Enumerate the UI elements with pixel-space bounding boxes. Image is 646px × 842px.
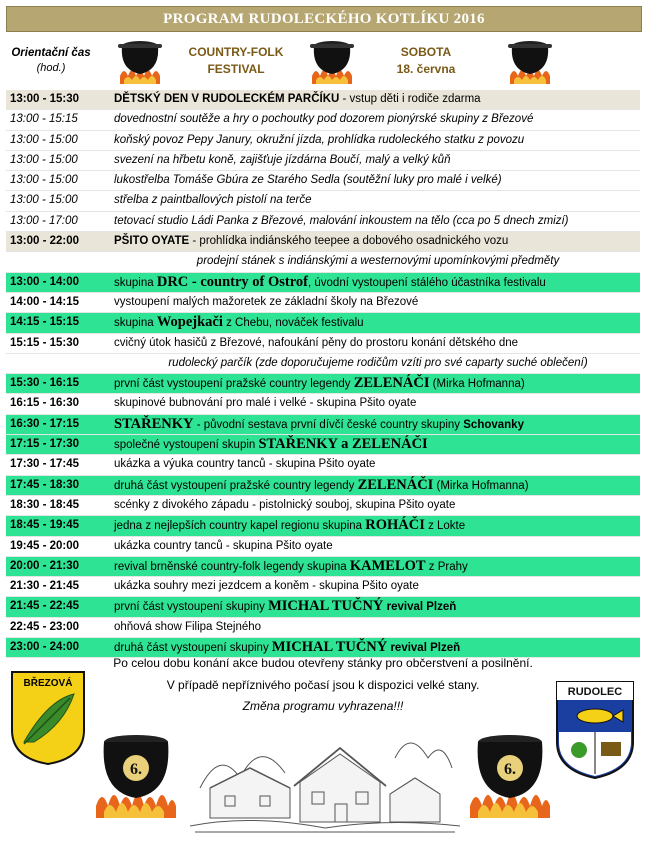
- time-unit: (hod.): [36, 62, 66, 74]
- festival-label: [176, 44, 296, 78]
- row-description: [114, 476, 638, 496]
- row-text-part: - původní sestava první dívčí české country skupiny: [193, 418, 464, 431]
- row-text-part: společné vystoupení skupin: [114, 439, 259, 452]
- program-row: [6, 354, 640, 374]
- row-description: [114, 212, 638, 231]
- program-row: [6, 415, 640, 435]
- kettle-icon: [92, 728, 180, 820]
- row-text-part: skupinové bubnování pro malé i velké - skupina Pšito oyate: [114, 397, 417, 410]
- program-row: [6, 110, 640, 130]
- row-time: 17:30 - 17:45: [10, 458, 80, 471]
- row-time: 16:30 - 17:15: [10, 417, 80, 430]
- row-time: 13:00 - 22:00: [10, 235, 80, 248]
- row-description: [114, 131, 638, 150]
- kettle-icon: [114, 36, 166, 86]
- brezova-logo-text: BŘEZOVÁ: [23, 678, 73, 689]
- row-time: 14:15 - 15:15: [10, 316, 80, 329]
- row-time: 18:45 - 19:45: [10, 519, 80, 532]
- row-description: [126, 354, 630, 373]
- row-description: [114, 455, 638, 474]
- row-text-part: STAŘENKY a ZELENÁČI: [258, 436, 428, 453]
- rudolec-logo-text: RUDOLEC: [567, 686, 623, 698]
- row-time: 13:00 - 14:00: [10, 275, 80, 288]
- brezova-coat-of-arms: [10, 670, 86, 766]
- pot-number: 6.: [130, 761, 142, 778]
- row-text-part: ukázka souhry mezi jezdcem a koněm - skupina Pšito oyate: [114, 580, 419, 593]
- row-text-part: skupina: [114, 276, 157, 289]
- row-text-part: scénky z divokého západu - pistolnický souboj, skupina Pšito oyate: [114, 498, 456, 511]
- row-description: [114, 435, 638, 455]
- program-row: [6, 537, 640, 557]
- program-row: [6, 374, 640, 394]
- row-time: 22:45 - 23:00: [10, 620, 80, 633]
- row-description: [114, 232, 638, 251]
- header: [6, 34, 640, 88]
- row-time: 15:30 - 16:15: [10, 377, 80, 390]
- row-text-part: svezení na hřbetu koně, zajišťuje jízdárna Boučí, malý a velký kůň: [114, 153, 451, 166]
- kettle-icon: [504, 36, 556, 86]
- row-text-part: koňský povoz Pepy Janury, okružní jízda, prohlídka rudoleckého statku z povozu: [114, 133, 525, 146]
- row-text-part: KAMELOT: [349, 557, 426, 574]
- row-text-part: revival brněnské country-folk legendy skupina: [114, 560, 350, 573]
- program-row: [6, 212, 640, 232]
- row-time: 15:15 - 15:30: [10, 336, 80, 349]
- row-text-part: revival Plzeň: [386, 601, 457, 614]
- row-text-part: PŠITO OYATE: [114, 235, 190, 248]
- row-time: 13:00 - 17:00: [10, 214, 78, 227]
- row-time: 13:00 - 15:00: [10, 133, 78, 146]
- festival-line1: COUNTRY-FOLK: [188, 45, 284, 59]
- row-time: 13:00 - 15:00: [10, 194, 78, 207]
- row-time: 17:15 - 17:30: [10, 438, 80, 451]
- row-description: [114, 516, 638, 536]
- row-text-part: rudolecký parčík (zde doporučujeme rodičům vzíti pro své caparty suché oblečení): [168, 356, 588, 369]
- row-text-part: ZELENÁČI: [357, 476, 434, 493]
- row-text-part: z Prahy: [425, 560, 468, 573]
- program-row: [6, 455, 640, 475]
- row-description: [114, 374, 638, 394]
- time-column-label: [8, 46, 94, 76]
- row-time: 13:00 - 15:30: [10, 93, 80, 105]
- row-description: [114, 273, 638, 293]
- row-description: [114, 557, 638, 577]
- footer-note-3: Změna programu vyhrazena!!!: [242, 699, 404, 713]
- program-row: [6, 90, 640, 110]
- row-text-part: druhá část vystoupení skupiny: [114, 642, 272, 655]
- pot-number: 6.: [504, 761, 516, 778]
- row-text-part: MICHAL TUČNÝ: [268, 598, 384, 615]
- date-value: 18. června: [396, 62, 456, 76]
- row-text-part: dovednostní soutěže a hry o pochoutky pod dozorem pionýrské skupiny z Březové: [114, 113, 534, 126]
- date-label: [381, 44, 471, 78]
- row-text-part: z Lokte: [424, 520, 466, 533]
- row-text-part: MICHAL TUČNÝ: [271, 639, 388, 656]
- row-time: 21:30 - 21:45: [10, 580, 80, 593]
- program-row: [6, 252, 640, 272]
- row-description: [114, 334, 638, 353]
- row-text-part: DRC - country of Ostrof: [156, 273, 308, 290]
- row-description: [114, 496, 638, 515]
- row-description: [114, 394, 638, 413]
- row-description: [114, 577, 638, 596]
- program-row: [6, 597, 640, 617]
- program-row: [6, 273, 640, 293]
- row-description: [114, 90, 638, 109]
- row-text-part: ukázka a výuka country tanců - skupina Pšito oyate: [114, 458, 376, 471]
- row-description: [114, 151, 638, 170]
- footer-note-1: Po celou dobu konání akce budou otevřeny stánky pro občerstvení a posilnění.: [113, 656, 533, 670]
- program-row: [6, 313, 640, 333]
- program-row: [6, 151, 640, 171]
- row-text-part: (Mirka Hofmanna): [429, 378, 525, 391]
- row-text-part: revival Plzeň: [390, 642, 461, 655]
- row-time: 20:00 - 21:30: [10, 559, 80, 572]
- row-time: 13:00 - 15:00: [10, 174, 78, 187]
- row-text-part: STAŘENKY: [114, 415, 194, 432]
- row-text-part: jedna z nejlepších country kapel regionu skupina: [114, 520, 366, 533]
- program-row: [6, 476, 640, 496]
- footer-note-2: V případě nepříznivého počasí jsou k dispozici velké stany.: [166, 678, 480, 692]
- row-text-part: (Mirka Hofmanna): [433, 479, 529, 492]
- program-row: [6, 293, 640, 313]
- program-row: [6, 232, 640, 252]
- row-text-part: první část vystoupení skupiny: [114, 601, 269, 614]
- row-description: [114, 415, 638, 435]
- row-description: [114, 191, 638, 210]
- program-row: [6, 516, 640, 536]
- time-label: Orientační čas: [11, 47, 91, 59]
- row-description: [114, 171, 638, 190]
- program-table: [6, 90, 640, 658]
- program-row: [6, 618, 640, 638]
- program-row: [6, 191, 640, 211]
- program-row: [6, 131, 640, 151]
- row-time: 17:45 - 18:30: [10, 478, 80, 491]
- rudolec-coat-of-arms: [555, 680, 635, 780]
- kettle-icon: [306, 36, 358, 86]
- program-row: [6, 496, 640, 516]
- row-description: [114, 110, 638, 129]
- row-text-part: - vstup děti i rodiče zdarma: [339, 93, 481, 105]
- row-time: 14:00 - 14:15: [10, 295, 80, 308]
- row-time: 16:15 - 16:30: [10, 397, 80, 410]
- row-text-part: tetovací studio Ládi Panka z Březové, malování inkoustem na tělo (cca po 5 dnech zmizí): [114, 214, 569, 227]
- row-text-part: ROHÁČI: [365, 517, 425, 534]
- festival-line2: FESTIVAL: [207, 62, 265, 76]
- row-text-part: ZELENÁČI: [353, 375, 430, 392]
- row-time: 19:45 - 20:00: [10, 539, 80, 552]
- village-sketch-illustration: [190, 718, 460, 836]
- row-text-part: lukostřelba Tomáše Gbúra ze Starého Sedla (soutěžní luky pro malé i velké): [114, 174, 502, 187]
- row-text-part: střelba z paintballových pistolí na terče: [114, 194, 312, 207]
- row-time: 21:45 - 22:45: [10, 600, 80, 613]
- row-text-part: cvičný útok hasičů z Březové, nafoukání pěny do prostoru konání dětského dne: [114, 336, 519, 349]
- program-row: [6, 577, 640, 597]
- row-text-part: - prohlídka indiánského teepee a dobového osadnického vozu: [189, 235, 509, 248]
- day-label: SOBOTA: [400, 45, 452, 59]
- row-time: 18:30 - 18:45: [10, 498, 80, 511]
- page-title: PROGRAM RUDOLECKÉHO KOTLÍKU 2016: [6, 6, 642, 32]
- program-row: [6, 394, 640, 414]
- row-text-part: druhá část vystoupení pražské country legendy: [114, 479, 358, 492]
- row-text-part: Wopejkači: [156, 314, 223, 331]
- row-text-part: vystoupení malých mažoretek ze základní školy na Březové: [114, 295, 419, 308]
- row-description: [126, 252, 630, 271]
- row-text-part: skupina: [114, 317, 157, 330]
- row-time: 13:00 - 15:00: [10, 153, 78, 166]
- row-text-part: prodejní stánek s indiánskými a westernovými upomínkovými předměty: [196, 255, 560, 268]
- row-text-part: DĚTSKÝ DEN V RUDOLECKÉM PARČÍKU: [114, 93, 340, 105]
- row-text-part: , úvodní vystoupení stálého účastníka festivalu: [308, 276, 546, 289]
- row-description: [114, 597, 638, 617]
- row-text-part: ohňová show Filipa Stejného: [114, 620, 262, 633]
- row-description: [114, 313, 638, 333]
- program-row: [6, 171, 640, 191]
- row-text-part: ukázka country tanců - skupina Pšito oyate: [114, 539, 333, 552]
- row-description: [114, 293, 638, 312]
- row-text-part: z Chebu, nováček festivalu: [222, 317, 364, 330]
- row-text-part: Schovanky: [463, 418, 524, 431]
- program-row: [6, 557, 640, 577]
- row-text-part: první část vystoupení pražské country legendy: [114, 378, 354, 391]
- row-time: 13:00 - 15:15: [10, 113, 78, 126]
- row-description: [114, 537, 638, 556]
- row-time: 23:00 - 24:00: [10, 641, 80, 654]
- row-description: [114, 618, 638, 637]
- program-row: [6, 435, 640, 455]
- program-row: [6, 334, 640, 354]
- kettle-icon: [466, 728, 554, 820]
